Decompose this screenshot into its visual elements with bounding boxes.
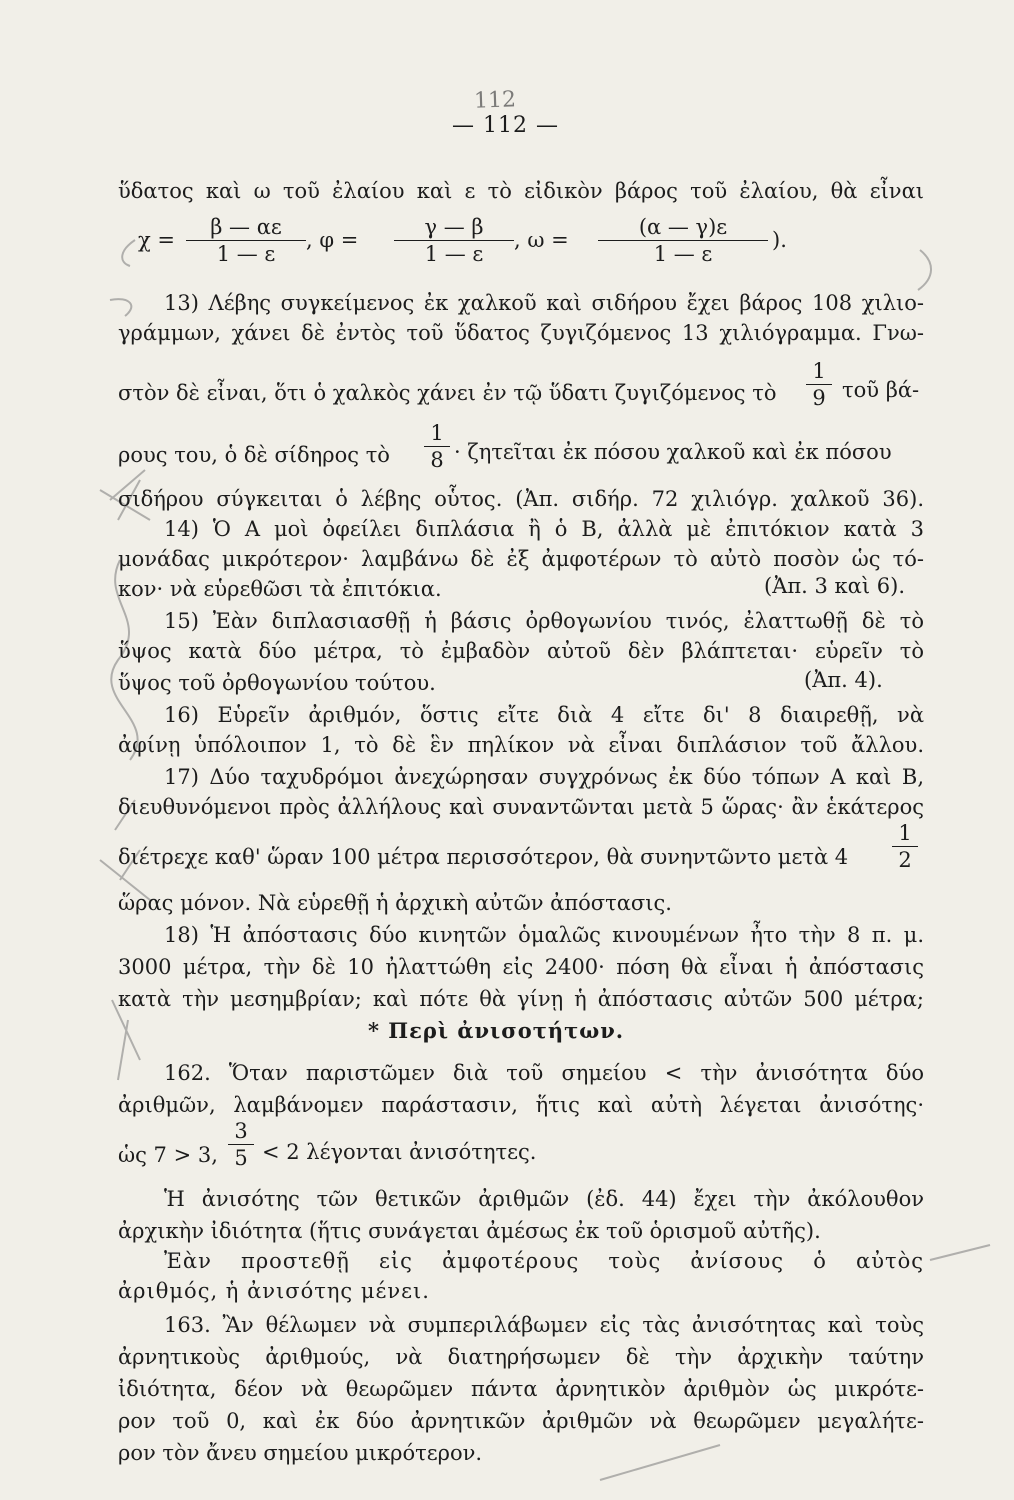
fraction-denominator: 9 — [812, 386, 826, 410]
answer: (Ἀπ. 3 καὶ 6). — [764, 574, 905, 598]
text-line: ὥρας μόνον. Νὰ εὑρεθῇ ἡ ἀρχικὴ αὐτῶν ἀπόστασις. — [118, 891, 672, 915]
section-heading: * Περὶ ἀνισοτήτων. — [368, 1018, 625, 1043]
fraction-denominator: 1 — ε — [424, 242, 484, 266]
text-line: ὕδατος καὶ ω τοῦ ἐλαίου καὶ ε τὸ εἰδικὸν βάρος τοῦ ἐλαίου, θὰ εἶναι — [118, 179, 924, 203]
text-line: ἀρχικὴν ἰδιότητα (ἥτις συνάγεται ἀμέσως ἐκ τοῦ ὁρισμοῦ αὐτῆς). — [118, 1219, 821, 1243]
fraction-numerator: γ — β — [394, 214, 514, 241]
fraction-numerator: 1 — [892, 820, 918, 847]
eq-omega-label: , ω = — [514, 228, 569, 252]
text-line: στὸν δὲ εἶναι, ὅτι ὁ χαλκὸς χάνει ἐν τῷ ὕδατι ζυγιζόμενος τὸ — [118, 381, 777, 405]
text-line: ἰδιότητα, δέον νὰ θεωρῶμεν πάντα ἀρνητικὸν ἀριθμὸν ὡς μικρότε- — [118, 1377, 924, 1401]
fraction-denominator: 1 — ε — [216, 242, 276, 266]
text-line: μονάδας μικρότερον· λαμβάνω δὲ ἐξ ἀμφοτέρων τὸ αὐτὸ ποσὸν ὡς τό- — [118, 547, 924, 571]
text-line: ἀφίνῃ ὑπόλοιπον 1, τὸ δὲ ἓν πηλίκον νὰ εἶναι διπλάσιον τοῦ ἄλλου. — [118, 733, 924, 757]
text-line: 162. Ὅταν παριστῶμεν διὰ τοῦ σημείου < τὴν ἀνισότητα δύο — [164, 1061, 924, 1085]
fraction-denominator: 8 — [430, 448, 444, 472]
handwritten-page-number: 112 — [473, 87, 517, 114]
text-line: ρον τὸν ἄνευ σημείου μικρότερον. — [118, 1441, 483, 1465]
fraction-numerator: 3 — [228, 1118, 254, 1145]
eq-phi-label: , φ = — [306, 228, 359, 252]
fraction-numerator: (α — γ)ε — [598, 214, 768, 241]
fraction-denominator: 2 — [898, 848, 912, 872]
text-line: 163. Ἂν θέλωμεν νὰ συμπεριλάβωμεν εἰς τὰς ἀνισότητας καὶ τοὺς — [164, 1313, 924, 1337]
fraction-numerator: 1 — [806, 358, 832, 385]
fraction-denominator: 1 — ε — [653, 242, 713, 266]
text-line-end: τοῦ βά- — [842, 378, 920, 402]
text-line: ὕψος κατὰ δύο μέτρα, τὸ ἐμβαδὸν αὐτοῦ δὲν βλάπτεται· εὑρεῖν τὸ — [118, 639, 924, 663]
text-line: διέτρεχε καθ' ὥραν 100 μέτρα περισσότερον, θὰ συνηντῶντο μετὰ 4 — [118, 845, 849, 869]
answer: (Ἀπ. 4). — [804, 668, 883, 692]
fraction-one-ninth — [806, 358, 832, 411]
fraction-chi — [186, 214, 306, 267]
text-line: 17) Δύο ταχυδρόμοι ἀνεχώρησαν συγχρόνως ἐκ δύο τόπων Α καὶ Β, — [164, 765, 924, 789]
text-line: διευθυνόμενοι πρὸς ἀλλήλους καὶ συναντῶνται μετὰ 5 ὥρας· ἂν ἑκάτερος — [118, 795, 924, 819]
text-line: ὕψος τοῦ ὀρθογωνίου τούτου. — [118, 671, 436, 695]
text-line: κατὰ τὴν μεσημβρίαν; καὶ πότε θὰ γίνῃ ἡ ἀπόστασις αὐτῶν 500 μέτρα; — [118, 987, 924, 1011]
text-line-end: < 2 λέγονται ἀνισότητες. — [262, 1140, 537, 1164]
fraction-denominator: 5 — [234, 1146, 248, 1170]
text-line: ρους του, ὁ δὲ σίδηρος τὸ — [118, 443, 390, 467]
text-line-end: · ζητεῖται ἐκ πόσου χαλκοῦ καὶ ἐκ πόσου — [454, 440, 892, 464]
text-line: ἀρνητικοὺς ἀριθμούς, νὰ διατηρήσωμεν δὲ τὴν ἀρχικὴν ταύτην — [118, 1345, 924, 1369]
text-line: Ἡ ἀνισότης τῶν θετικῶν ἀριθμῶν (ἐδ. 44) ἔχει τὴν ἀκόλουθον — [164, 1187, 924, 1211]
page-number: — 112 — — [452, 113, 559, 138]
text-line: ὡς 7 > 3, — [118, 1143, 218, 1167]
text-line: κον· νὰ εὑρεθῶσι τὰ ἐπιτόκια. — [118, 577, 442, 601]
text-line: 13) Λέβης συγκείμενος ἐκ χαλκοῦ καὶ σιδήρου ἔχει βάρος 108 χιλιο- — [164, 291, 924, 315]
fraction-numerator: β — αε — [186, 214, 306, 241]
text-line: 18) Ἡ ἀπόστασις δύο κινητῶν ὁμαλῶς κινουμένων ἦτο τὴν 8 π. μ. — [164, 923, 924, 947]
text-line: 16) Εὑρεῖν ἀριθμόν, ὅστις εἴτε διὰ 4 εἴτε δι' 8 διαιρεθῇ, νὰ — [164, 703, 924, 727]
text-line: ρον τοῦ 0, καὶ ἐκ δύο ἀρνητικῶν ἀριθμῶν νὰ θεωρῶμεν μεγαλήτε- — [118, 1409, 924, 1433]
fraction-one-eighth — [424, 420, 450, 473]
fraction-three-fifths — [228, 1118, 254, 1171]
text-line: Ἐὰν προστεθῇ εἰς ἀμφοτέρους τοὺς ἀνίσους ὁ αὐτὸς — [164, 1249, 924, 1273]
text-line: 15) Ἐὰν διπλασιασθῇ ἡ βάσις ὀρθογωνίου τινός, ἐλαττωθῇ δὲ τὸ — [164, 609, 924, 633]
fraction-one-half — [892, 820, 918, 873]
text-line: ἀριθμῶν, λαμβάνομεν παράστασιν, ἥτις καὶ αὐτὴ λέγεται ἀνισότης· — [118, 1093, 924, 1117]
text-line: ἀριθμός, ἡ ἀνισότης μένει. — [118, 1279, 430, 1303]
eq-chi-label: χ = — [138, 228, 175, 252]
fraction-phi — [394, 214, 514, 267]
eq-close: ). — [772, 228, 787, 252]
text-line: 3000 μέτρα, τὴν δὲ 10 ἠλαττώθη εἰς 2400· πόση θὰ εἶναι ἡ ἀπόστασις — [118, 955, 924, 979]
text-line: γράμμων, χάνει δὲ ἐντὸς τοῦ ὕδατος ζυγιζόμενος 13 χιλιόγραμμα. Γνω- — [118, 321, 924, 345]
text-line: 14) Ὁ Α μοὶ ὀφείλει διπλάσια ἢ ὁ Β, ἀλλὰ μὲ ἐπιτόκιον κατὰ 3 — [164, 517, 924, 541]
fraction-numerator: 1 — [424, 420, 450, 447]
text-line: σιδήρου σύγκειται ὁ λέβης οὗτος. (Ἀπ. σιδήρ. 72 χιλιόγρ. χαλκοῦ 36). — [118, 487, 924, 511]
fraction-omega — [598, 214, 768, 267]
